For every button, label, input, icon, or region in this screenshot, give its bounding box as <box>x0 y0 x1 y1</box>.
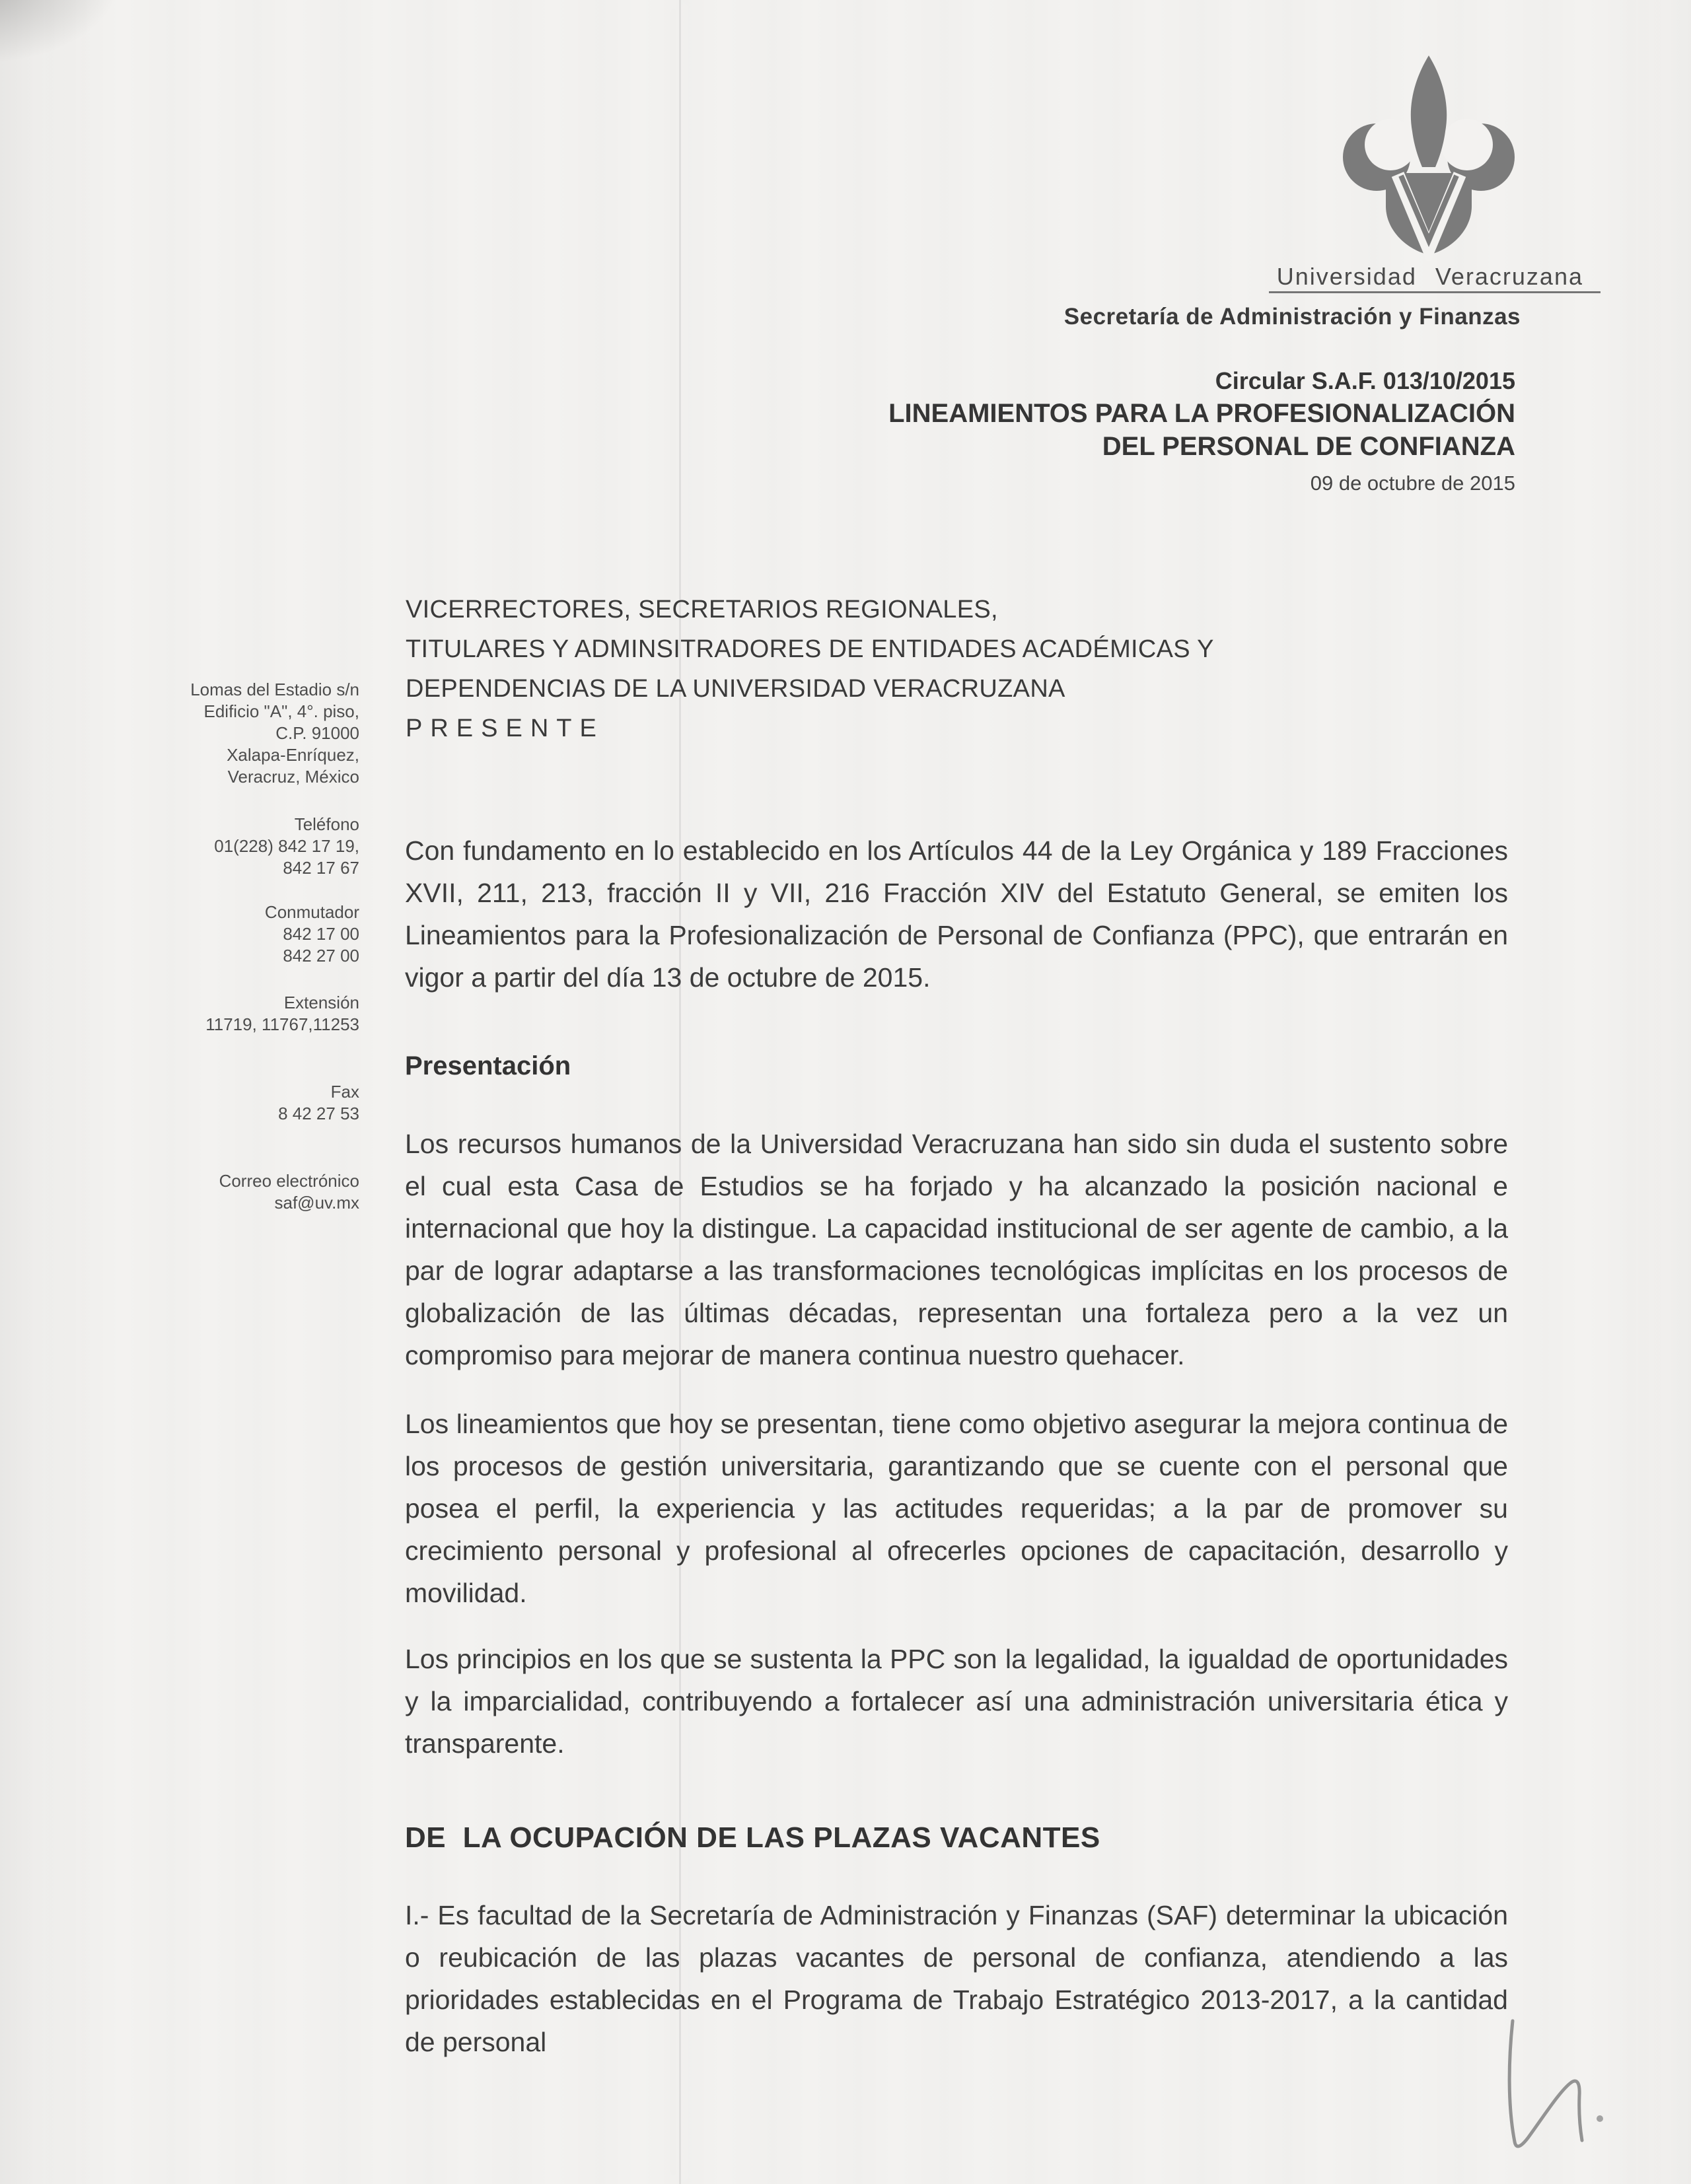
fax-line: 8 42 27 53 <box>278 1104 359 1123</box>
uv-fleur-de-lis-logo-icon <box>1334 53 1526 261</box>
phone-label: Teléfono <box>294 814 359 834</box>
address-line: Edificio "A", 4°. piso, <box>203 701 359 721</box>
recipient-line: VICERRECTORES, SECRETARIOS REGIONALES, <box>406 596 998 623</box>
department-name: Secretaría de Administración y Finanzas <box>1063 304 1521 330</box>
recipient-line: DEPENDENCIAS DE LA UNIVERSIDAD VERACRUZANA <box>406 675 1065 703</box>
fax-label: Fax <box>330 1082 359 1102</box>
wordmark-underline <box>1269 291 1601 293</box>
extension-line: 11719, 11767,11253 <box>205 1014 359 1034</box>
handwritten-initials-icon <box>1494 2012 1613 2157</box>
section-heading: DE LA OCUPACIÓN DE LAS PLAZAS VACANTES <box>405 1821 1100 1854</box>
switchboard-line: 842 17 00 <box>283 924 359 944</box>
body-paragraph: Los principios en los que se sustenta la PPC son la legalidad, la igualdad de oportunidades y la imparcialidad, contribuyendo a fortalecer así una administración universitaria ética y transparente. <box>405 1644 1508 1759</box>
switchboard-line: 842 27 00 <box>283 946 359 966</box>
phone-line: 842 17 67 <box>283 858 359 878</box>
document-date: 09 de octubre de 2015 <box>1310 472 1515 495</box>
address-line: C.P. 91000 <box>275 723 359 743</box>
section-item-paragraph: I.- Es facultad de la Secretaría de Administración y Finanzas (SAF) determinar la ubicación o reubicación de las plazas vacantes de personal de confianza, atendiendo a las prioridades establecidas en el Programa de Trabajo Estratégico 2013-2017, a la cantidad de personal <box>405 1900 1508 2057</box>
document-title-line1: LINEAMIENTOS PARA LA PROFESIONALIZACIÓN <box>888 399 1515 428</box>
address-line: Lomas del Estadio s/n <box>190 680 359 699</box>
paper-crease <box>679 0 681 2184</box>
university-wordmark: Universidad Veracruzana <box>1276 263 1583 290</box>
extension-block <box>145 992 359 1036</box>
body-paragraph: Los recursos humanos de la Universidad Veracruzana han sido sin duda el sustento sobre el cual esta Casa de Estudios se ha forjado y ha alcanzado la posición nacional e internacional que hoy la distingue. La capacidad institucional de ser agente de cambio, a la par de lograr adaptarse a las transformaciones tecnológicas implícitas en los procesos de globalización de las últimas décadas, representan una fortaleza pero a la vez un compromiso para mejorar de manera continua nuestro quehacer. <box>405 1129 1508 1370</box>
switchboard-block <box>145 901 359 967</box>
phone-block <box>145 814 359 879</box>
recipient-line: TITULARES Y ADMINSITRADORES DE ENTIDADES ACADÉMICAS Y <box>406 635 1214 663</box>
switchboard-label: Conmutador <box>264 902 359 922</box>
intro-paragraph: Con fundamento en lo establecido en los Artículos 44 de la Ley Orgánica y 189 Fracciones XVII, 211, 213, fracción II y VII, 216 Fracción XIV del Estatuto General, se emiten los Lineamientos para la Profesionalización de Personal de Confianza (PPC), que entrarán en vigor a partir del día 13 de octubre de 2015. <box>405 835 1508 993</box>
recipients-block <box>406 590 1214 748</box>
fax-block <box>145 1081 359 1125</box>
presentation-heading: Presentación <box>405 1051 571 1080</box>
salutation: PRESENTE <box>406 715 604 742</box>
document-title-line2: DEL PERSONAL DE CONFIANZA <box>1102 432 1515 461</box>
circular-id: Circular S.A.F. 013/10/2015 <box>1215 367 1515 394</box>
phone-line: 01(228) 842 17 19, <box>214 836 359 856</box>
extension-label: Extensión <box>283 993 359 1012</box>
email-block <box>145 1170 359 1214</box>
address-line: Veracruz, México <box>227 767 359 787</box>
address-block <box>145 679 359 788</box>
email-label: Correo electrónico <box>219 1171 359 1191</box>
address-line: Xalapa-Enríquez, <box>227 745 359 765</box>
body-paragraph: Los lineamientos que hoy se presentan, tiene como objetivo asegurar la mejora continua de los procesos de gestión universitaria, garantizando que se cuente con el personal que posea el perfil, la experiencia y las actitudes requeridas; a la par de promover su crecimiento personal y profesional al ofrecerles opciones de capacitación, desarrollo y movilidad. <box>405 1409 1508 1608</box>
email-address: saf@uv.mx <box>274 1193 359 1213</box>
